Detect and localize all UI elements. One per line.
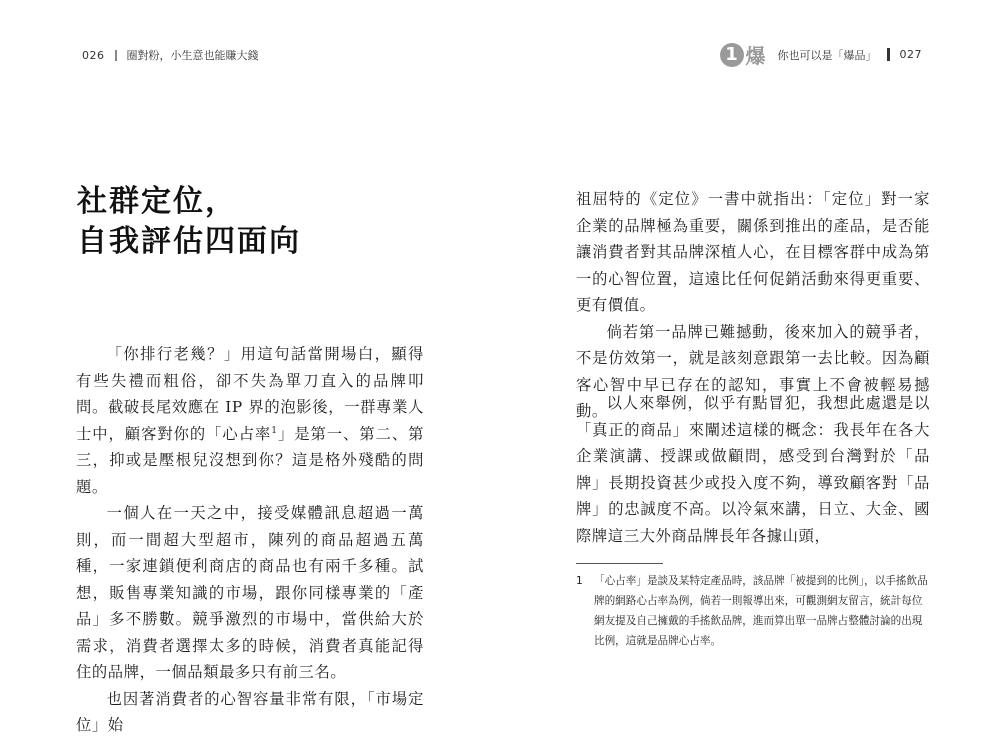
page-number: 026 <box>82 48 105 62</box>
title-line-1: 社群定位， <box>77 184 237 219</box>
left-body-text <box>76 341 424 739</box>
paragraph: 一個人在一天之中，接受媒體訊息超過一萬則，而一間超大型超市，陳列的商品超過五萬種，一家連鎖便利商店的商品也有兩千多種。試想，販售專業知識的市場，跟你同樣專業的「產品」多不勝數。競爭激烈的市場中，當供給大於需求，消費者選擇太多的時候，消費者真能記得住的品牌，一個品類最多只有前三名。 <box>76 504 424 681</box>
right-body-text <box>576 186 930 425</box>
right-body-text-2 <box>576 390 930 549</box>
header-divider <box>115 50 117 61</box>
footnote <box>576 571 930 651</box>
paragraph: 倘若第一品牌已難撼動，後來加入的競爭者，不是仿效第一，就是該刻意跟第一去比較。因為顧客心智中早已存在的認知，事實上不會被輕易撼動。 <box>576 322 930 420</box>
paragraph: 祖屈特的《定位》一書中就指出：「定位」對一家企業的品牌極為重要，關係到推出的產品，是否能讓消費者對其品牌深植人心，在目標客群中成為第一的心智位置，這遠比任何促銷活動來得更重要、更有價值。 <box>576 190 930 314</box>
footnote-rule <box>576 563 663 564</box>
chapter-badge <box>720 40 766 69</box>
footnote-ref: 1 <box>271 425 278 436</box>
footnote-text: 「心占率」是談及某特定產品時，該品牌「被提到的比例」，以手搖飲品牌的網路心占率為例，倘若一則報導出來，可觀測網友留言，統計每位網友提及自己擁戴的手搖飲品牌，進而算出單一品牌占整體討論的出現比例，這就是品牌心占率。 <box>594 575 928 647</box>
title-line-2: 自我評估四面向 <box>77 224 301 259</box>
paragraph: 也因著消費者的心智容量非常有限，「市場定位」始 <box>76 689 424 734</box>
header-divider <box>887 48 890 61</box>
left-page <box>0 0 490 734</box>
paragraph-text: 「你排行老幾？」用這句話當開場白，顯得有些失禮而粗俗，卻不失為單刀直入的品牌叩問。截破長尾效應在 IP 界的泡影後，一群專業人士中，顧客對你的「心占率 <box>76 345 424 443</box>
running-title: 圈對粉，小生意也能賺大錢 <box>126 49 259 62</box>
chapter-number: 1 <box>720 43 744 67</box>
left-running-header <box>82 47 259 63</box>
paragraph <box>76 341 424 500</box>
page-number: 027 <box>899 48 922 61</box>
section-title <box>77 182 301 262</box>
paragraph: 以人來舉例，似乎有點冒犯，我想此處還是以「真正的商品」來闡述這樣的概念：我長年在各大企業演講、授課或做顧問，感受到台灣對於「品牌」長期投資甚少或投入度不夠，導致顧客對「品牌」的忠誠度不高。以冷氣來講，日立、大金、國際牌這三大外商品牌長年各據山頭， <box>576 394 930 545</box>
running-title: 你也可以是「爆品」 <box>777 48 877 62</box>
chapter-word: 爆 <box>745 44 766 68</box>
right-running-header <box>720 40 923 69</box>
footnote-number: 1 <box>576 575 583 587</box>
paragraph-text: 」是第一、第二、第三，抑或是壓根兒沒想到你？這是格外殘酷的問題。 <box>76 424 425 496</box>
